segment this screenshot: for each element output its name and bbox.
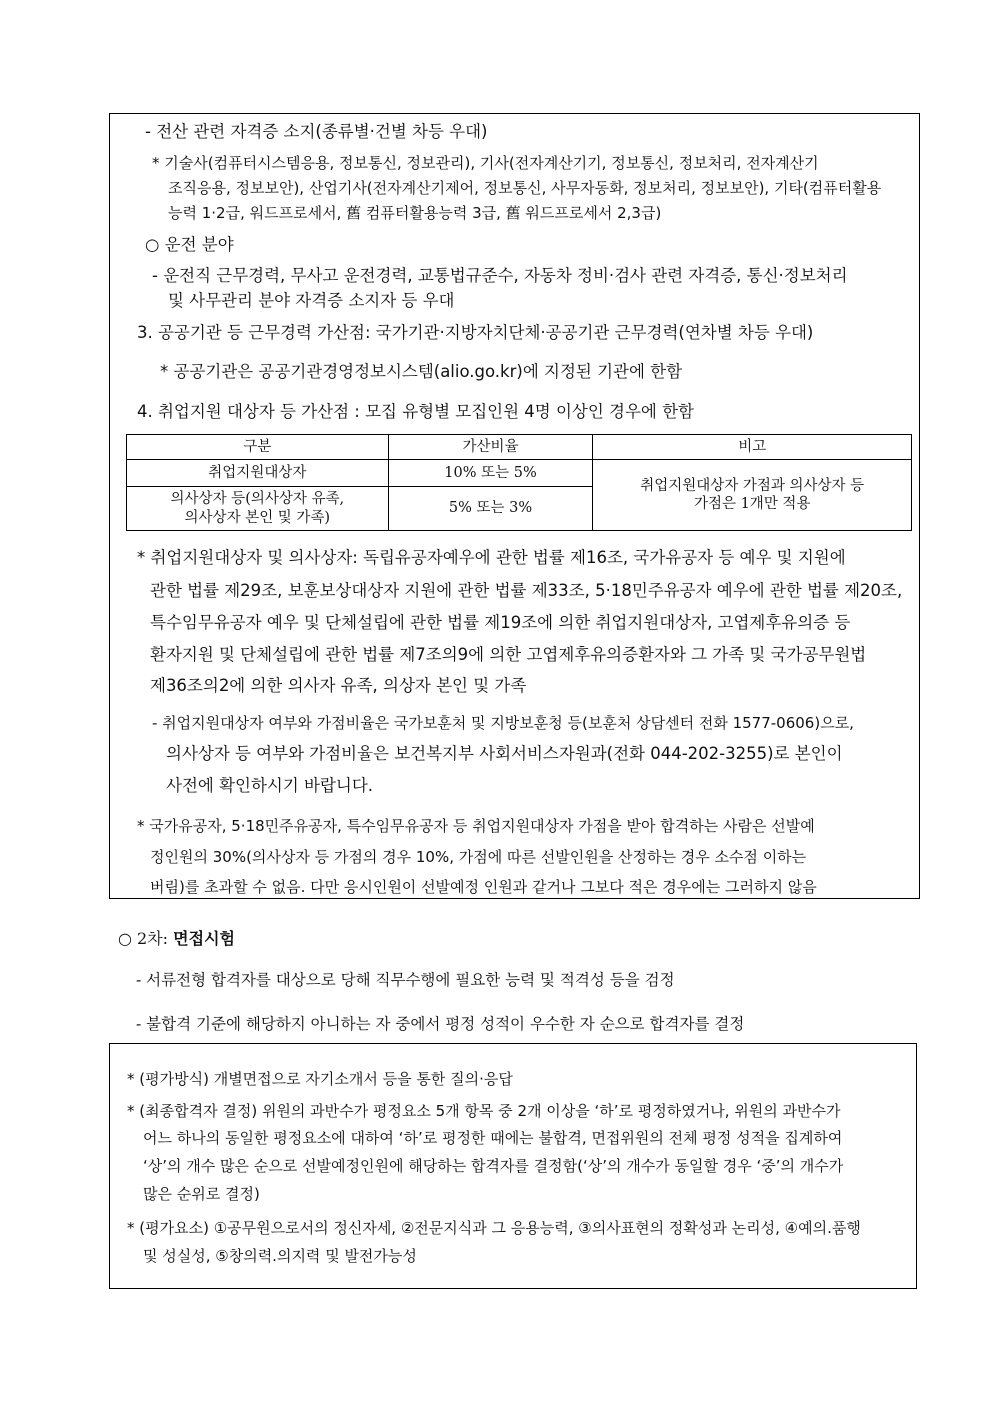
driving-heading: ○ 운전 분야: [145, 235, 234, 254]
cert-detail-line-1: * 기술사(컴퓨터시스템응용, 정보통신, 정보관리), 기사(전자계산기기, 정보통신, 정보처리, 전자계산기: [152, 154, 819, 172]
limit-note-line-2: 정인원의 30%(의사상자 등 가점의 경우 10%, 가점에 따른 선발인원을 산정하는 경우 소수점 이하는: [150, 848, 807, 866]
table-header: 비고: [593, 435, 912, 460]
table-note-line: 가점은 1개만 적용: [693, 496, 811, 512]
cert-heading: - 전산 관련 자격증 소지(종류별·건별 차등 우대): [145, 122, 488, 141]
table-header: 가산비율: [388, 435, 593, 460]
driving-detail-line-2: 및 사무관리 분야 자격증 소지자 등 우대: [168, 291, 455, 310]
table-row: [127, 460, 912, 487]
cert-detail-line-2: 조직응용, 정보보안), 산업기사(전자계산기제어, 정보통신, 사무자동화, 정보처리, 정보보안), 기타(컴퓨터활용: [168, 179, 882, 197]
eval-method: * (평가방식) 개별면접으로 자기소개서 등을 통한 질의·응답: [127, 1070, 513, 1088]
driving-detail-line-1: - 운전직 근무경력, 무사고 운전경력, 교통법규준수, 자동차 정비·검사 관련 자격증, 통신·정보처리: [152, 266, 848, 285]
table-note-cell: [593, 460, 912, 531]
stage-2-prefix: ○ 2차:: [118, 929, 174, 948]
final-decision-line-4: 많은 순위로 결정): [143, 1185, 260, 1203]
stage-2-desc-1: - 서류전형 합격자를 대상으로 당해 직무수행에 필요한 능력 및 적격성 등을 검정: [136, 971, 675, 989]
confirm-note-line-3: 사전에 확인하시기 바랍니다.: [166, 776, 374, 795]
table-cell: [127, 487, 389, 531]
cert-detail-line-3: 능력 1·2급, 워드프로세서, 舊 컴퓨터활용능력 3급, 舊 워드프로세서 2,3급): [168, 204, 662, 222]
eligibility-note-line-5: 제36조의2에 의한 의사자 유족, 의상자 본인 및 가족: [150, 676, 527, 695]
confirm-note-line-2: 의사상자 등 여부와 가점비율은 보건복지부 사회서비스자원과(전화 044-202-3255)로 본인이: [166, 744, 843, 763]
eligibility-note-line-2: 관한 법률 제29조, 보훈보상대상자 지원에 관한 법률 제33조, 5·18민주유공자 예우에 관한 법률 제20조,: [150, 581, 903, 600]
eval-factors-line-2: 및 성실성, ⑤창의력.의지력 및 발전가능성: [143, 1247, 417, 1265]
item-3-heading: 3. 공공기관 등 근무경력 가산점: 국가기관·지방자치단체·공공기관 근무경력(연차별 차등 우대): [137, 323, 814, 342]
eval-factors-line-1: * (평가요소) ①공무원으로서의 정신자세, ②전문지식과 그 응용능력, ③의사표현의 정확성과 논리성, ④예의.품행: [127, 1219, 861, 1237]
limit-note-line-3: 버림)를 초과할 수 없음. 다만 응시인원이 선발예정 인원과 같거나 그보다 적은 경우에는 그러하지 않음: [150, 878, 817, 896]
limit-note-line-1: * 국가유공자, 5·18민주유공자, 특수임무유공자 등 취업지원대상자 가점을 받아 합격하는 사람은 선발예: [137, 817, 815, 835]
final-decision-line-1: * (최종합격자 결정) 위원의 과반수가 평정요소 5개 항목 중 2개 이상을 ‘하’로 평정하였거나, 위원의 과반수가: [127, 1102, 841, 1120]
eligibility-note-line-3: 특수임무유공자 예우 및 단체설립에 관한 법률 제19조에 의한 취업지원대상자, 고엽제후유의증 등: [150, 613, 851, 632]
table-cell-line: 의사상자 등(의사상자 유족,: [170, 491, 345, 508]
table-cell: 10% 또는 5%: [388, 460, 593, 487]
eligibility-note-line-4: 환자지원 및 단체설립에 관한 법률 제7조의9에 의한 고엽제후유의증환자와 그 가족 및 국가공무원법: [150, 645, 867, 664]
eligibility-note-line-1: * 취업지원대상자 및 의사상자: 독립유공자예우에 관한 법률 제16조, 국가유공자 등 예우 및 지원에: [137, 548, 846, 567]
stage-2-heading: [118, 929, 235, 948]
stage-2-title: 면접시험: [173, 929, 235, 948]
confirm-note-line-1: - 취업지원대상자 여부와 가점비율은 국가보훈처 및 지방보훈청 등(보훈처 상담센터 전화 1577-0606)으로,: [152, 714, 854, 732]
bonus-table: [126, 434, 912, 531]
table-cell: 5% 또는 3%: [388, 487, 593, 531]
stage-2-desc-2: - 불합격 기준에 해당하지 아니하는 자 중에서 평정 성적이 우수한 자 순으로 합격자를 결정: [136, 1015, 745, 1033]
table-note-line: 취업지원대상자 가점과 의사상자 등: [640, 477, 865, 494]
table-cell-line: 의사상자 본인 및 가족): [184, 509, 331, 526]
item-4-heading: 4. 취업지원 대상자 등 가산점 : 모집 유형별 모집인원 4명 이상인 경우에 한함: [137, 402, 694, 421]
table-header-row: [127, 435, 912, 460]
final-decision-line-2: 어느 하나의 동일한 평정요소에 대하여 ‘하’로 평정한 때에는 불합격, 면접위원의 전체 평정 성적을 집계하여: [143, 1129, 843, 1147]
item-3-note: * 공공기관은 공공기관경영정보시스템(alio.go.kr)에 지정된 기관에 한함: [160, 362, 683, 381]
table-cell: 취업지원대상자: [127, 460, 389, 487]
table-header: 구분: [127, 435, 389, 460]
final-decision-line-3: ‘상’의 개수 많은 순으로 선발예정인원에 해당하는 합격자를 결정함(‘상’의 개수가 동일할 경우 ‘중’의 개수가: [143, 1157, 844, 1175]
